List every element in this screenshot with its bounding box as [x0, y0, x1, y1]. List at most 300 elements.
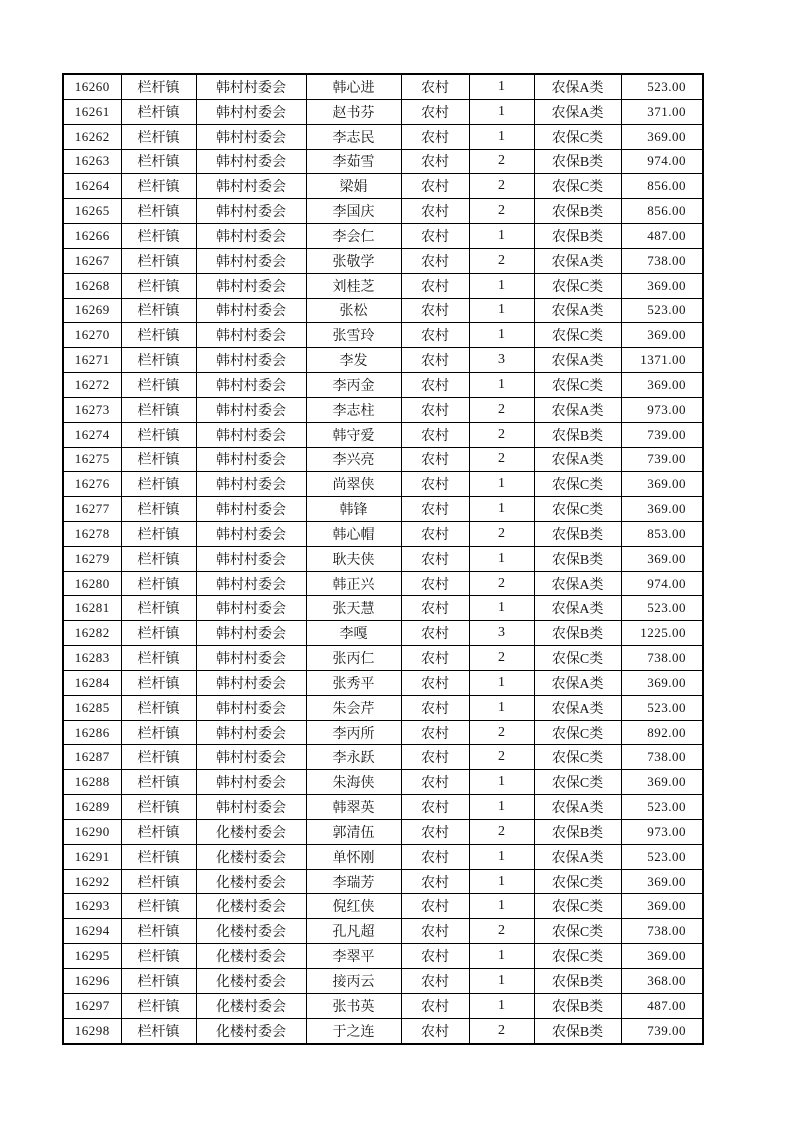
- cell-person-count: 2: [469, 248, 534, 273]
- cell-insurance-category: 农保B类: [534, 199, 621, 224]
- cell-amount: 1225.00: [621, 621, 703, 646]
- cell-person-name: 韩守爱: [306, 422, 401, 447]
- table-row: [63, 720, 703, 745]
- cell-person-count: 1: [469, 273, 534, 298]
- cell-person-count: 1: [469, 323, 534, 348]
- cell-person-count: 2: [469, 199, 534, 224]
- table-row: [63, 248, 703, 273]
- cell-insurance-category: 农保A类: [534, 298, 621, 323]
- cell-town: 栏杆镇: [121, 546, 196, 571]
- cell-insurance-category: 农保B类: [534, 993, 621, 1018]
- cell-village-committee: 化楼村委会: [196, 993, 306, 1018]
- cell-insurance-category: 农保C类: [534, 745, 621, 770]
- cell-person-count: 3: [469, 348, 534, 373]
- table-row: [63, 795, 703, 820]
- cell-town: 栏杆镇: [121, 944, 196, 969]
- table-row: [63, 546, 703, 571]
- cell-town: 栏杆镇: [121, 422, 196, 447]
- cell-record-number: 16275: [63, 447, 121, 472]
- cell-village-committee: 韩村村委会: [196, 298, 306, 323]
- cell-record-number: 16290: [63, 819, 121, 844]
- table-row: [63, 894, 703, 919]
- cell-residence-type: 农村: [401, 819, 469, 844]
- cell-village-committee: 韩村村委会: [196, 770, 306, 795]
- cell-person-count: 1: [469, 695, 534, 720]
- cell-record-number: 16279: [63, 546, 121, 571]
- cell-village-committee: 韩村村委会: [196, 224, 306, 249]
- cell-insurance-category: 农保B类: [534, 819, 621, 844]
- cell-insurance-category: 农保C类: [534, 646, 621, 671]
- cell-town: 栏杆镇: [121, 993, 196, 1018]
- cell-amount: 369.00: [621, 894, 703, 919]
- cell-residence-type: 农村: [401, 919, 469, 944]
- cell-person-name: 李嘎: [306, 621, 401, 646]
- cell-person-count: 2: [469, 745, 534, 770]
- cell-person-count: 2: [469, 422, 534, 447]
- cell-village-committee: 韩村村委会: [196, 199, 306, 224]
- cell-village-committee: 韩村村委会: [196, 124, 306, 149]
- table-row: [63, 646, 703, 671]
- cell-person-name: 耿夫侠: [306, 546, 401, 571]
- table-row: [63, 944, 703, 969]
- cell-town: 栏杆镇: [121, 248, 196, 273]
- cell-person-count: 2: [469, 174, 534, 199]
- cell-village-committee: 化楼村委会: [196, 869, 306, 894]
- cell-amount: 487.00: [621, 993, 703, 1018]
- cell-residence-type: 农村: [401, 447, 469, 472]
- cell-record-number: 16263: [63, 149, 121, 174]
- cell-insurance-category: 农保A类: [534, 99, 621, 124]
- cell-person-name: 李永跃: [306, 745, 401, 770]
- table-row: [63, 770, 703, 795]
- cell-person-count: 2: [469, 571, 534, 596]
- cell-person-name: 李茹雪: [306, 149, 401, 174]
- table-row: [63, 298, 703, 323]
- cell-residence-type: 农村: [401, 199, 469, 224]
- cell-amount: 369.00: [621, 373, 703, 398]
- cell-insurance-category: 农保C类: [534, 944, 621, 969]
- cell-amount: 739.00: [621, 422, 703, 447]
- cell-person-count: 2: [469, 919, 534, 944]
- cell-amount: 973.00: [621, 397, 703, 422]
- cell-residence-type: 农村: [401, 695, 469, 720]
- cell-town: 栏杆镇: [121, 621, 196, 646]
- cell-insurance-category: 农保B类: [534, 149, 621, 174]
- cell-amount: 368.00: [621, 968, 703, 993]
- cell-record-number: 16277: [63, 497, 121, 522]
- cell-town: 栏杆镇: [121, 447, 196, 472]
- cell-amount: 369.00: [621, 944, 703, 969]
- cell-person-name: 李国庆: [306, 199, 401, 224]
- cell-insurance-category: 农保B类: [534, 422, 621, 447]
- table-row: [63, 571, 703, 596]
- cell-residence-type: 农村: [401, 124, 469, 149]
- cell-amount: 973.00: [621, 819, 703, 844]
- cell-amount: 369.00: [621, 497, 703, 522]
- table-row: [63, 447, 703, 472]
- cell-person-name: 李丙所: [306, 720, 401, 745]
- cell-person-name: 韩锋: [306, 497, 401, 522]
- cell-person-count: 1: [469, 596, 534, 621]
- cell-town: 栏杆镇: [121, 894, 196, 919]
- cell-record-number: 16278: [63, 522, 121, 547]
- cell-residence-type: 农村: [401, 869, 469, 894]
- cell-residence-type: 农村: [401, 298, 469, 323]
- cell-town: 栏杆镇: [121, 224, 196, 249]
- cell-residence-type: 农村: [401, 795, 469, 820]
- cell-town: 栏杆镇: [121, 795, 196, 820]
- table-row: [63, 993, 703, 1018]
- cell-record-number: 16269: [63, 298, 121, 323]
- cell-person-name: 单怀刚: [306, 844, 401, 869]
- cell-person-count: 2: [469, 720, 534, 745]
- cell-town: 栏杆镇: [121, 596, 196, 621]
- cell-town: 栏杆镇: [121, 919, 196, 944]
- cell-insurance-category: 农保C类: [534, 174, 621, 199]
- cell-village-committee: 韩村村委会: [196, 621, 306, 646]
- cell-record-number: 16294: [63, 919, 121, 944]
- table-body: [63, 74, 703, 1044]
- cell-person-count: 1: [469, 99, 534, 124]
- table-row: [63, 174, 703, 199]
- cell-person-count: 1: [469, 993, 534, 1018]
- cell-person-count: 1: [469, 472, 534, 497]
- cell-residence-type: 农村: [401, 422, 469, 447]
- cell-person-name: 张秀平: [306, 670, 401, 695]
- cell-residence-type: 农村: [401, 596, 469, 621]
- cell-insurance-category: 农保C类: [534, 720, 621, 745]
- cell-record-number: 16288: [63, 770, 121, 795]
- cell-residence-type: 农村: [401, 745, 469, 770]
- cell-residence-type: 农村: [401, 993, 469, 1018]
- cell-town: 栏杆镇: [121, 124, 196, 149]
- table-row: [63, 844, 703, 869]
- cell-residence-type: 农村: [401, 323, 469, 348]
- cell-person-name: 韩心帽: [306, 522, 401, 547]
- cell-village-committee: 韩村村委会: [196, 447, 306, 472]
- cell-insurance-category: 农保C类: [534, 770, 621, 795]
- cell-town: 栏杆镇: [121, 199, 196, 224]
- cell-amount: 487.00: [621, 224, 703, 249]
- cell-residence-type: 农村: [401, 522, 469, 547]
- cell-amount: 738.00: [621, 646, 703, 671]
- cell-residence-type: 农村: [401, 894, 469, 919]
- cell-person-count: 1: [469, 298, 534, 323]
- table-row: [63, 745, 703, 770]
- cell-village-committee: 化楼村委会: [196, 919, 306, 944]
- cell-town: 栏杆镇: [121, 745, 196, 770]
- cell-person-name: 张敬学: [306, 248, 401, 273]
- cell-village-committee: 韩村村委会: [196, 795, 306, 820]
- cell-insurance-category: 农保C类: [534, 273, 621, 298]
- cell-village-committee: 韩村村委会: [196, 174, 306, 199]
- cell-town: 栏杆镇: [121, 74, 196, 99]
- cell-person-name: 郭清伍: [306, 819, 401, 844]
- cell-record-number: 16282: [63, 621, 121, 646]
- cell-record-number: 16281: [63, 596, 121, 621]
- cell-village-committee: 韩村村委会: [196, 546, 306, 571]
- cell-insurance-category: 农保C类: [534, 373, 621, 398]
- cell-person-name: 朱会芹: [306, 695, 401, 720]
- cell-residence-type: 农村: [401, 844, 469, 869]
- cell-insurance-category: 农保A类: [534, 74, 621, 99]
- cell-residence-type: 农村: [401, 248, 469, 273]
- cell-person-name: 李翠平: [306, 944, 401, 969]
- cell-residence-type: 农村: [401, 149, 469, 174]
- table-row: [63, 819, 703, 844]
- cell-insurance-category: 农保A类: [534, 348, 621, 373]
- cell-person-name: 赵书芬: [306, 99, 401, 124]
- cell-record-number: 16268: [63, 273, 121, 298]
- cell-person-count: 1: [469, 224, 534, 249]
- cell-residence-type: 农村: [401, 397, 469, 422]
- cell-amount: 738.00: [621, 248, 703, 273]
- cell-record-number: 16286: [63, 720, 121, 745]
- table-row: [63, 74, 703, 99]
- cell-amount: 856.00: [621, 174, 703, 199]
- cell-town: 栏杆镇: [121, 819, 196, 844]
- cell-amount: 369.00: [621, 770, 703, 795]
- cell-residence-type: 农村: [401, 944, 469, 969]
- cell-insurance-category: 农保B类: [534, 522, 621, 547]
- cell-village-committee: 韩村村委会: [196, 348, 306, 373]
- table-row: [63, 621, 703, 646]
- cell-person-name: 刘桂芝: [306, 273, 401, 298]
- cell-insurance-category: 农保A类: [534, 795, 621, 820]
- cell-village-committee: 化楼村委会: [196, 844, 306, 869]
- cell-person-count: 1: [469, 894, 534, 919]
- cell-amount: 974.00: [621, 571, 703, 596]
- cell-residence-type: 农村: [401, 968, 469, 993]
- cell-residence-type: 农村: [401, 497, 469, 522]
- table-row: [63, 497, 703, 522]
- cell-amount: 974.00: [621, 149, 703, 174]
- cell-town: 栏杆镇: [121, 472, 196, 497]
- cell-town: 栏杆镇: [121, 149, 196, 174]
- cell-residence-type: 农村: [401, 348, 469, 373]
- cell-residence-type: 农村: [401, 770, 469, 795]
- cell-person-count: 1: [469, 844, 534, 869]
- cell-village-committee: 韩村村委会: [196, 323, 306, 348]
- cell-record-number: 16292: [63, 869, 121, 894]
- cell-person-name: 于之连: [306, 1018, 401, 1044]
- table-row: [63, 323, 703, 348]
- cell-person-count: 3: [469, 621, 534, 646]
- cell-person-name: 孔凡超: [306, 919, 401, 944]
- cell-insurance-category: 农保A类: [534, 670, 621, 695]
- cell-residence-type: 农村: [401, 273, 469, 298]
- cell-record-number: 16284: [63, 670, 121, 695]
- cell-person-name: 李志民: [306, 124, 401, 149]
- cell-person-name: 张书英: [306, 993, 401, 1018]
- cell-amount: 739.00: [621, 1018, 703, 1044]
- cell-amount: 523.00: [621, 795, 703, 820]
- cell-residence-type: 农村: [401, 99, 469, 124]
- cell-person-count: 1: [469, 670, 534, 695]
- cell-person-name: 倪红侠: [306, 894, 401, 919]
- cell-amount: 892.00: [621, 720, 703, 745]
- cell-person-count: 1: [469, 770, 534, 795]
- cell-amount: 369.00: [621, 124, 703, 149]
- cell-amount: 369.00: [621, 273, 703, 298]
- cell-amount: 523.00: [621, 596, 703, 621]
- table-row: [63, 670, 703, 695]
- cell-village-committee: 韩村村委会: [196, 497, 306, 522]
- cell-village-committee: 韩村村委会: [196, 745, 306, 770]
- cell-person-name: 韩翠英: [306, 795, 401, 820]
- cell-residence-type: 农村: [401, 373, 469, 398]
- cell-amount: 738.00: [621, 745, 703, 770]
- cell-residence-type: 农村: [401, 174, 469, 199]
- cell-village-committee: 化楼村委会: [196, 894, 306, 919]
- table-row: [63, 919, 703, 944]
- cell-residence-type: 农村: [401, 571, 469, 596]
- cell-record-number: 16265: [63, 199, 121, 224]
- payment-table: [62, 73, 704, 1045]
- cell-residence-type: 农村: [401, 224, 469, 249]
- cell-amount: 523.00: [621, 298, 703, 323]
- cell-insurance-category: 农保C类: [534, 869, 621, 894]
- cell-insurance-category: 农保A类: [534, 596, 621, 621]
- cell-person-name: 李会仁: [306, 224, 401, 249]
- cell-record-number: 16298: [63, 1018, 121, 1044]
- cell-town: 栏杆镇: [121, 1018, 196, 1044]
- cell-town: 栏杆镇: [121, 348, 196, 373]
- cell-residence-type: 农村: [401, 472, 469, 497]
- cell-town: 栏杆镇: [121, 670, 196, 695]
- cell-insurance-category: 农保B类: [534, 1018, 621, 1044]
- cell-insurance-category: 农保C类: [534, 323, 621, 348]
- cell-person-name: 朱海侠: [306, 770, 401, 795]
- cell-person-name: 韩正兴: [306, 571, 401, 596]
- cell-town: 栏杆镇: [121, 720, 196, 745]
- table-row: [63, 99, 703, 124]
- cell-record-number: 16274: [63, 422, 121, 447]
- cell-insurance-category: 农保B类: [534, 968, 621, 993]
- table-row: [63, 596, 703, 621]
- cell-record-number: 16262: [63, 124, 121, 149]
- cell-person-name: 张丙仁: [306, 646, 401, 671]
- cell-insurance-category: 农保B类: [534, 224, 621, 249]
- cell-insurance-category: 农保A类: [534, 248, 621, 273]
- cell-person-count: 1: [469, 497, 534, 522]
- cell-town: 栏杆镇: [121, 497, 196, 522]
- cell-town: 栏杆镇: [121, 323, 196, 348]
- cell-village-committee: 韩村村委会: [196, 149, 306, 174]
- cell-record-number: 16261: [63, 99, 121, 124]
- cell-amount: 738.00: [621, 919, 703, 944]
- table-row: [63, 224, 703, 249]
- cell-record-number: 16280: [63, 571, 121, 596]
- cell-village-committee: 韩村村委会: [196, 670, 306, 695]
- cell-person-count: 2: [469, 646, 534, 671]
- cell-town: 栏杆镇: [121, 273, 196, 298]
- cell-town: 栏杆镇: [121, 844, 196, 869]
- cell-record-number: 16264: [63, 174, 121, 199]
- cell-record-number: 16297: [63, 993, 121, 1018]
- table-row: [63, 422, 703, 447]
- cell-residence-type: 农村: [401, 546, 469, 571]
- cell-village-committee: 韩村村委会: [196, 720, 306, 745]
- cell-village-committee: 化楼村委会: [196, 819, 306, 844]
- cell-town: 栏杆镇: [121, 695, 196, 720]
- cell-insurance-category: 农保A类: [534, 844, 621, 869]
- cell-record-number: 16293: [63, 894, 121, 919]
- cell-insurance-category: 农保B类: [534, 546, 621, 571]
- cell-town: 栏杆镇: [121, 174, 196, 199]
- table-row: [63, 869, 703, 894]
- cell-record-number: 16291: [63, 844, 121, 869]
- table-row: [63, 348, 703, 373]
- cell-person-count: 1: [469, 74, 534, 99]
- cell-person-count: 1: [469, 944, 534, 969]
- cell-person-count: 1: [469, 124, 534, 149]
- table-row: [63, 968, 703, 993]
- cell-insurance-category: 农保C类: [534, 472, 621, 497]
- cell-amount: 369.00: [621, 869, 703, 894]
- cell-village-committee: 韩村村委会: [196, 596, 306, 621]
- cell-insurance-category: 农保A类: [534, 571, 621, 596]
- cell-record-number: 16276: [63, 472, 121, 497]
- cell-insurance-category: 农保A类: [534, 397, 621, 422]
- cell-amount: 523.00: [621, 695, 703, 720]
- cell-amount: 369.00: [621, 670, 703, 695]
- table-row: [63, 199, 703, 224]
- table-row: [63, 522, 703, 547]
- table-row: [63, 149, 703, 174]
- cell-amount: 523.00: [621, 844, 703, 869]
- cell-amount: 369.00: [621, 323, 703, 348]
- cell-amount: 369.00: [621, 546, 703, 571]
- cell-residence-type: 农村: [401, 1018, 469, 1044]
- table-row: [63, 373, 703, 398]
- cell-person-name: 李兴亮: [306, 447, 401, 472]
- cell-person-count: 2: [469, 397, 534, 422]
- cell-insurance-category: 农保A类: [534, 695, 621, 720]
- cell-record-number: 16285: [63, 695, 121, 720]
- cell-amount: 523.00: [621, 74, 703, 99]
- cell-insurance-category: 农保C类: [534, 497, 621, 522]
- cell-person-name: 梁娟: [306, 174, 401, 199]
- cell-person-name: 张雪玲: [306, 323, 401, 348]
- cell-village-committee: 韩村村委会: [196, 74, 306, 99]
- cell-village-committee: 韩村村委会: [196, 373, 306, 398]
- cell-person-count: 1: [469, 869, 534, 894]
- cell-insurance-category: 农保C类: [534, 894, 621, 919]
- table-row: [63, 397, 703, 422]
- cell-person-name: 李瑞芳: [306, 869, 401, 894]
- cell-person-count: 2: [469, 1018, 534, 1044]
- cell-village-committee: 韩村村委会: [196, 695, 306, 720]
- cell-person-count: 1: [469, 546, 534, 571]
- cell-person-name: 李发: [306, 348, 401, 373]
- cell-record-number: 16266: [63, 224, 121, 249]
- cell-person-name: 李丙金: [306, 373, 401, 398]
- cell-record-number: 16272: [63, 373, 121, 398]
- cell-village-committee: 韩村村委会: [196, 571, 306, 596]
- cell-record-number: 16287: [63, 745, 121, 770]
- cell-record-number: 16273: [63, 397, 121, 422]
- cell-insurance-category: 农保C类: [534, 919, 621, 944]
- cell-record-number: 16283: [63, 646, 121, 671]
- cell-record-number: 16289: [63, 795, 121, 820]
- table-row: [63, 124, 703, 149]
- table-row: [63, 695, 703, 720]
- cell-insurance-category: 农保B类: [534, 621, 621, 646]
- cell-village-committee: 化楼村委会: [196, 968, 306, 993]
- cell-village-committee: 韩村村委会: [196, 248, 306, 273]
- cell-person-name: 韩心进: [306, 74, 401, 99]
